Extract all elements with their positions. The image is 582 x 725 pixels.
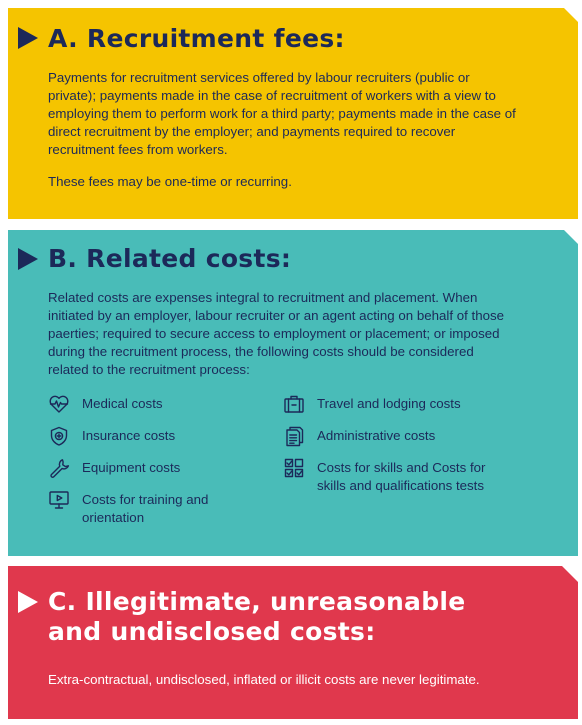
shield-plus-icon [48, 425, 70, 447]
checklist-icon [283, 457, 305, 479]
cost-label-equipment: Equipment costs [82, 460, 181, 475]
arrow-right-icon [18, 27, 38, 49]
cost-label-medical: Medical costs [82, 396, 163, 411]
documents-icon [283, 425, 305, 447]
illegitimate-costs-paragraph: Extra-contractual, undisclosed, inflated or illicit costs are never legitimate. [48, 672, 480, 687]
wrench-icon [48, 457, 70, 479]
illegitimate-costs-heading-line2: and undisclosed costs: [48, 617, 376, 646]
cost-label-travel: Travel and lodging costs [317, 396, 461, 411]
cost-label-administrative: Administrative costs [317, 428, 436, 443]
corner-fold [563, 7, 579, 23]
monitor-play-icon [48, 489, 70, 511]
cost-label-training: Costs for training and orientation [82, 492, 209, 525]
recruitment-fees-panel [8, 8, 578, 219]
illegitimate-costs-heading-line1: C. Illegitimate, unreasonable [48, 587, 466, 616]
cost-label-insurance: Insurance costs [82, 428, 176, 443]
arrow-right-icon [18, 591, 38, 613]
arrow-right-icon [18, 248, 38, 270]
cost-label-skills-tests: Costs for skills and Costs for skills and qualifications tests [317, 460, 486, 493]
related-costs-heading: B. Related costs: [48, 244, 292, 273]
related-costs-panel [8, 230, 578, 556]
heart-pulse-icon [48, 393, 70, 415]
related-costs-paragraph: Related costs are expenses integral to recruitment and placement. When initiated by an employer, labour recruiter or an agent acting on behalf of those paerties; required to secure access to employment or placement; or imposed during the recruitment process, the following costs should be considered related to the recruitment process: [48, 290, 505, 377]
recruitment-fees-note: These fees may be one-time or recurring. [48, 174, 292, 189]
recruitment-fees-heading: A. Recruitment fees: [48, 24, 345, 53]
corner-fold [561, 565, 579, 583]
recruitment-fees-paragraph: Payments for recruitment services offered by labour recruiters (public or private); payments made in the case of recruitment of workers with a view to employing them to perform work for a third party; payments made in the case of direct recruitment by the employer; and payments required to recover recruitment fees from workers. [48, 70, 516, 157]
suitcase-icon [283, 393, 305, 415]
corner-fold [563, 229, 579, 245]
illegitimate-costs-panel [8, 566, 578, 719]
